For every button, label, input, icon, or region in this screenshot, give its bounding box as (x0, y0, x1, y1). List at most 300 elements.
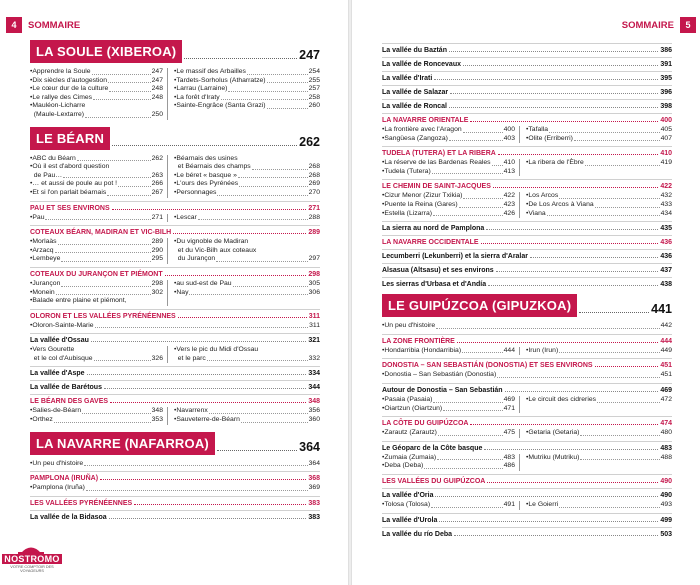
entry-page: 248 (151, 85, 163, 93)
dot-leader (463, 65, 658, 66)
section-title: La vallée de Barétous (30, 384, 102, 392)
entry-title: Nay (176, 288, 189, 296)
entry-title: Navarrenx (176, 407, 208, 415)
entry-title: Deba (Deba) (384, 462, 424, 470)
dot-leader (91, 341, 306, 342)
subsection-heading (382, 383, 672, 394)
entry-page: 268 (308, 163, 320, 171)
toc-entry (174, 85, 320, 94)
subsection-heading (382, 263, 672, 274)
section-title: LA NAVARRE ORIENTALE (382, 117, 469, 124)
dot-leader (449, 107, 658, 108)
entry-column-2 (520, 454, 672, 471)
entry-title: Le béret « basque » (176, 171, 237, 179)
section-title: La vallée d'Ossau (30, 337, 89, 345)
entry-column-1 (382, 192, 520, 218)
section-title: DONOSTIA – SAN SEBASTIÁN (DONOSTIA) ET SES ENVIRONS (382, 362, 593, 370)
dot-leader (85, 117, 151, 118)
entry-list (30, 322, 320, 331)
entry-list (30, 484, 320, 493)
dot-leader (424, 468, 502, 469)
dot-leader (228, 91, 307, 92)
dot-leader (549, 132, 660, 133)
dot-leader (579, 312, 649, 313)
section-page: 398 (660, 103, 672, 110)
bullet: • (174, 407, 177, 415)
toc-entry (30, 180, 163, 189)
bullet: • (30, 246, 33, 254)
bullet: • (526, 134, 529, 142)
dot-leader (585, 165, 660, 166)
toc-entry (382, 429, 515, 438)
entry-title: Le circuit des cidreries (528, 395, 597, 403)
entry-column-1 (382, 396, 520, 413)
dot-leader (484, 449, 658, 450)
bullet: • (30, 76, 33, 84)
bullet: • (526, 159, 529, 167)
bullet: • (30, 102, 33, 110)
bullet: • (174, 288, 177, 296)
bullet: • (382, 209, 385, 217)
chapter-heading (30, 127, 320, 150)
entry-title: Apprendre la Soule (32, 68, 91, 75)
toc-entry (526, 501, 672, 510)
toc-entry (174, 214, 320, 223)
entry-title: Los Arcos (528, 192, 559, 200)
section-heading (30, 394, 320, 405)
entry-column-1 (382, 501, 520, 510)
section-title: La vallée d'Oria (382, 491, 434, 499)
entry-page: 432 (660, 192, 672, 200)
entry-page: 260 (308, 102, 320, 110)
toc-entry (174, 416, 320, 425)
entry-column-1 (30, 238, 168, 264)
dot-leader (118, 186, 151, 187)
entry-page: 348 (151, 407, 163, 415)
dot-leader (436, 328, 659, 329)
bullet: • (30, 346, 33, 354)
chapter-title: LA NAVARRE (NAFARROA) (30, 432, 215, 455)
entry-columns (382, 429, 672, 438)
bullet: • (382, 371, 385, 379)
entry-page: 493 (660, 500, 672, 508)
entry-page: 262 (151, 154, 163, 162)
dot-leader (100, 479, 306, 480)
bullet: • (526, 500, 529, 508)
dot-leader (84, 465, 307, 466)
entry-columns (382, 347, 672, 356)
toc-entry (30, 247, 163, 256)
entry-title: de Pau… (33, 171, 63, 179)
dot-leader (439, 521, 658, 522)
bullet: • (382, 126, 385, 133)
section-title: LES VALLÉES PYRÉNÉENNES (30, 499, 133, 507)
subsection-heading (30, 380, 320, 391)
entry-page: 288 (308, 213, 320, 221)
dot-leader (438, 435, 503, 436)
toc-entry (174, 172, 320, 181)
entry-page: 257 (308, 85, 320, 93)
entry-title: Arzacq (32, 246, 54, 254)
subsection-heading (382, 57, 672, 68)
toc-entry (174, 355, 320, 364)
right-page-number: 5 (680, 17, 696, 33)
entry-page: 255 (308, 76, 320, 84)
dot-leader (178, 317, 307, 318)
entry-title: Cizur Menor (Zizur Txikia) (384, 192, 463, 200)
dot-leader (252, 169, 308, 170)
entry-title: Lembeye (32, 255, 61, 263)
dot-leader (233, 286, 308, 287)
dot-leader (110, 402, 306, 403)
entry-page: 471 (503, 404, 515, 412)
toc-entry (382, 168, 515, 177)
dot-leader (267, 82, 308, 83)
entry-page: 353 (151, 416, 163, 424)
bullet: • (174, 180, 177, 188)
entry-title: Larrau (Larraine) (176, 85, 228, 93)
entry-title: Mauléon-Licharre (32, 102, 86, 110)
dot-leader (433, 215, 503, 216)
entry-page: 410 (503, 159, 515, 167)
section-page: 396 (660, 89, 672, 96)
entry-column-1 (30, 155, 168, 198)
dot-leader (454, 535, 658, 536)
toc-entry (30, 189, 163, 198)
section-title: La vallée de Roncevaux (382, 61, 461, 68)
dot-leader (459, 207, 503, 208)
section-title: LE BÉARN DES GAVES (30, 398, 109, 406)
toc-entry (30, 416, 163, 425)
bullet: • (30, 321, 33, 329)
dot-leader (198, 219, 308, 220)
entry-title: Pamplona (Iruña) (32, 484, 85, 492)
entry-page: 423 (503, 200, 515, 208)
entry-column-2 (520, 126, 672, 143)
entry-page: 469 (503, 395, 515, 403)
section-heading (382, 358, 672, 369)
entry-columns (30, 407, 320, 424)
section-title: Lecumberri (Lekunberri) et la sierra d'Aralar (382, 253, 528, 261)
entry-page: 475 (503, 429, 515, 437)
toc-entry (174, 238, 320, 247)
bullet: • (30, 407, 33, 415)
entry-page: 258 (308, 93, 320, 101)
section-page: 321 (308, 337, 320, 345)
dot-leader (488, 285, 658, 286)
entry-title: Vers Gourette (32, 346, 75, 354)
section-page: 469 (660, 386, 672, 394)
section-heading (382, 235, 672, 246)
entry-column-2 (168, 238, 320, 264)
toc-entry (526, 347, 672, 356)
bullet: • (30, 180, 33, 188)
entry-page: 400 (503, 126, 515, 133)
dot-leader (463, 198, 502, 199)
section-page: 298 (308, 270, 320, 278)
bullet: • (526, 126, 529, 133)
dot-leader (559, 507, 659, 508)
dot-leader (487, 482, 658, 483)
section-page: 391 (660, 61, 672, 68)
entry-title: La réserve de las Bardenas Reales (384, 159, 491, 167)
section-title: LE CHEMIN DE SAINT-JACQUES (382, 183, 491, 191)
entry-column-1 (382, 454, 520, 471)
entry-title: Le cœur dur de la culture (32, 85, 109, 93)
bullet: • (382, 159, 385, 167)
right-page (352, 0, 700, 585)
entry-list (382, 371, 672, 380)
bullet: • (174, 102, 177, 110)
dot-leader (559, 198, 659, 199)
entry-page: 369 (308, 484, 320, 492)
bullet: • (382, 500, 385, 508)
entry-page: 444 (503, 346, 515, 354)
dot-leader (462, 352, 503, 353)
entry-column-1 (382, 126, 520, 143)
entry-title: Olite (Erriberri) (528, 134, 573, 142)
subsection-heading (30, 333, 320, 344)
right-header-title: SOMMAIRE (621, 19, 674, 31)
entry-page: 267 (151, 188, 163, 196)
left-header-title: SOMMAIRE (28, 19, 81, 31)
section-heading (30, 225, 320, 236)
bullet: • (30, 238, 33, 246)
toc-entry (30, 280, 163, 289)
section-page: 289 (308, 229, 320, 237)
subsection-heading (382, 441, 672, 452)
entry-list (30, 460, 320, 469)
toc-entry (526, 126, 672, 135)
dot-leader (559, 352, 659, 353)
section-heading (30, 496, 320, 507)
entry-page: 403 (503, 134, 515, 142)
section-page: 503 (660, 530, 672, 538)
toc-entry (382, 322, 672, 331)
dot-leader (189, 294, 307, 295)
entry-page: 472 (660, 395, 672, 403)
bullet: • (174, 76, 177, 84)
section-title: Le Géoparc de la Côte basque (382, 444, 483, 452)
entry-column-2 (520, 347, 672, 356)
section-page: 395 (660, 75, 672, 82)
entry-title: Lescar (176, 213, 197, 221)
section-page: 400 (660, 117, 672, 124)
section-title: LA ZONE FRONTIÈRE (382, 337, 455, 345)
entry-page: 247 (151, 68, 163, 75)
entry-page: 271 (151, 213, 163, 221)
entry-page: 422 (503, 192, 515, 200)
entry-title: La ribera de l'Èbre (528, 159, 584, 167)
dot-leader (54, 422, 151, 423)
section-heading (30, 201, 320, 212)
entry-title: et Béarnais des champs (177, 163, 251, 171)
toc-entry (174, 189, 320, 198)
dot-leader (574, 140, 660, 141)
subsection-heading (382, 527, 672, 538)
dot-leader (547, 215, 660, 216)
entry-columns (30, 68, 320, 120)
bullet: • (30, 288, 33, 296)
bullet: • (526, 209, 529, 217)
dot-leader (492, 165, 503, 166)
section-heading (382, 179, 672, 190)
subsection-heading (382, 71, 672, 82)
bullet: • (30, 459, 33, 467)
entry-page: 413 (503, 167, 515, 175)
section-title: La vallée du Baztán (382, 47, 447, 54)
dot-leader (435, 496, 658, 497)
entry-title: L'ours des Pyrénées (176, 180, 239, 188)
entry-column-2 (520, 192, 672, 218)
bullet: • (382, 395, 385, 403)
entry-page: 433 (660, 200, 672, 208)
section-page: 311 (308, 312, 320, 320)
toc-entry (30, 163, 163, 172)
dot-leader (241, 422, 308, 423)
toc-entry (30, 484, 320, 493)
entry-title: Balade entre plaine et piémont, (32, 297, 127, 305)
bullet: • (174, 346, 177, 354)
toc-entry (30, 111, 163, 120)
entry-page: 250 (151, 110, 163, 118)
toc-entry (30, 460, 320, 469)
toc-entry (30, 255, 163, 264)
entry-page: 426 (503, 209, 515, 217)
entry-title: Irun (Irun) (528, 346, 559, 354)
entry-title: Dix siècles d'autogestion (32, 76, 107, 84)
entry-page: 263 (151, 171, 163, 179)
dot-leader (580, 459, 659, 460)
entry-column-1 (382, 159, 520, 176)
dot-leader (486, 229, 658, 230)
entry-title: Où il est d'abord question (32, 163, 110, 171)
bullet: • (30, 213, 33, 221)
section-heading (382, 474, 672, 485)
bullet: • (174, 416, 177, 424)
dot-leader (431, 507, 503, 508)
entry-page: 248 (151, 93, 163, 101)
section-heading (30, 309, 320, 320)
dot-leader (63, 177, 151, 178)
dot-leader (109, 91, 150, 92)
entry-page: 483 (503, 453, 515, 461)
entry-page: 268 (308, 171, 320, 179)
bullet: • (30, 484, 33, 492)
entry-title: Un peu d'histoire (384, 322, 436, 330)
bullet: • (30, 188, 33, 196)
toc-entry (526, 396, 672, 405)
section-page: 386 (660, 47, 672, 54)
section-page: 490 (660, 477, 672, 485)
dot-leader (595, 366, 659, 367)
dot-leader (457, 342, 658, 343)
section-page: 334 (308, 370, 320, 378)
entry-title: Un peu d'histoire (32, 459, 84, 467)
dot-leader (86, 490, 308, 491)
dot-leader (92, 74, 151, 75)
toc-entry (526, 429, 672, 438)
toc-entry (174, 280, 320, 289)
dot-leader (112, 145, 297, 146)
bullet: • (30, 163, 33, 171)
dot-leader (107, 195, 150, 196)
entry-title: Oloron-Sainte-Marie (32, 321, 94, 329)
entry-page: 364 (308, 459, 320, 467)
entry-title: Orthez (32, 416, 53, 424)
bullet: • (174, 154, 177, 162)
entry-page: 266 (151, 180, 163, 188)
toc-entry (174, 94, 320, 103)
entry-title: Monein (32, 288, 55, 296)
entry-columns (382, 192, 672, 218)
entry-column-2 (520, 501, 672, 510)
entry-title: ABC du Béarn (32, 154, 76, 162)
entry-title: Tardets-Sorholus (Atharratze) (176, 76, 266, 84)
entry-title: Jurançon (32, 279, 61, 287)
entry-page: 270 (308, 188, 320, 196)
dot-leader (267, 108, 308, 109)
toc-entry (174, 102, 320, 111)
entry-page: 326 (151, 354, 163, 362)
dot-leader (463, 132, 503, 133)
subsection-heading (382, 277, 672, 288)
chapter-page: 441 (651, 302, 672, 317)
section-page: 422 (660, 183, 672, 191)
entry-column-1 (30, 346, 168, 363)
entry-title: Salies-de-Béarn (32, 407, 82, 415)
entry-title: Personnages (176, 188, 217, 196)
entry-title: Sauveterre-de-Béarn (176, 416, 240, 424)
bullet: • (174, 279, 177, 287)
section-page: 438 (660, 281, 672, 289)
toc-entry (526, 201, 672, 210)
bullet: • (382, 346, 385, 354)
section-page: 410 (660, 150, 672, 158)
toc-entry (30, 238, 163, 247)
bullet: • (30, 85, 33, 93)
toc-entry (382, 135, 515, 144)
section-page: 435 (660, 225, 672, 233)
section-page: 368 (308, 475, 320, 483)
section-page: 483 (660, 444, 672, 452)
bullet: • (30, 297, 33, 305)
bullet: • (30, 154, 33, 162)
toc-entry (382, 347, 515, 356)
dot-leader (217, 195, 307, 196)
dot-leader (58, 244, 151, 245)
bullet: • (526, 192, 529, 200)
entry-title: La forêt d'Iraty (176, 93, 220, 101)
entry-page: 407 (660, 134, 672, 142)
toc-entry (174, 68, 320, 77)
toc-entry (174, 346, 320, 355)
chapter-page: 364 (299, 439, 320, 454)
dot-leader (82, 413, 151, 414)
right-toc-column (382, 40, 672, 538)
logo-tagline: VOTRE COMPTOIR DES VOYAGEURS (10, 565, 54, 573)
entry-title: … et aussi de poule au pot ! (32, 180, 118, 188)
toc-entry (382, 371, 672, 380)
section-heading (382, 113, 672, 124)
dot-leader (61, 286, 150, 287)
entry-columns (382, 501, 672, 510)
entry-title: au sud-est de Pau (176, 279, 232, 287)
entry-columns (30, 280, 320, 306)
dot-leader (493, 187, 658, 188)
section-title: LES VALLÉES DU GUIPÚZCOA (382, 477, 486, 485)
bullet: • (382, 322, 385, 330)
